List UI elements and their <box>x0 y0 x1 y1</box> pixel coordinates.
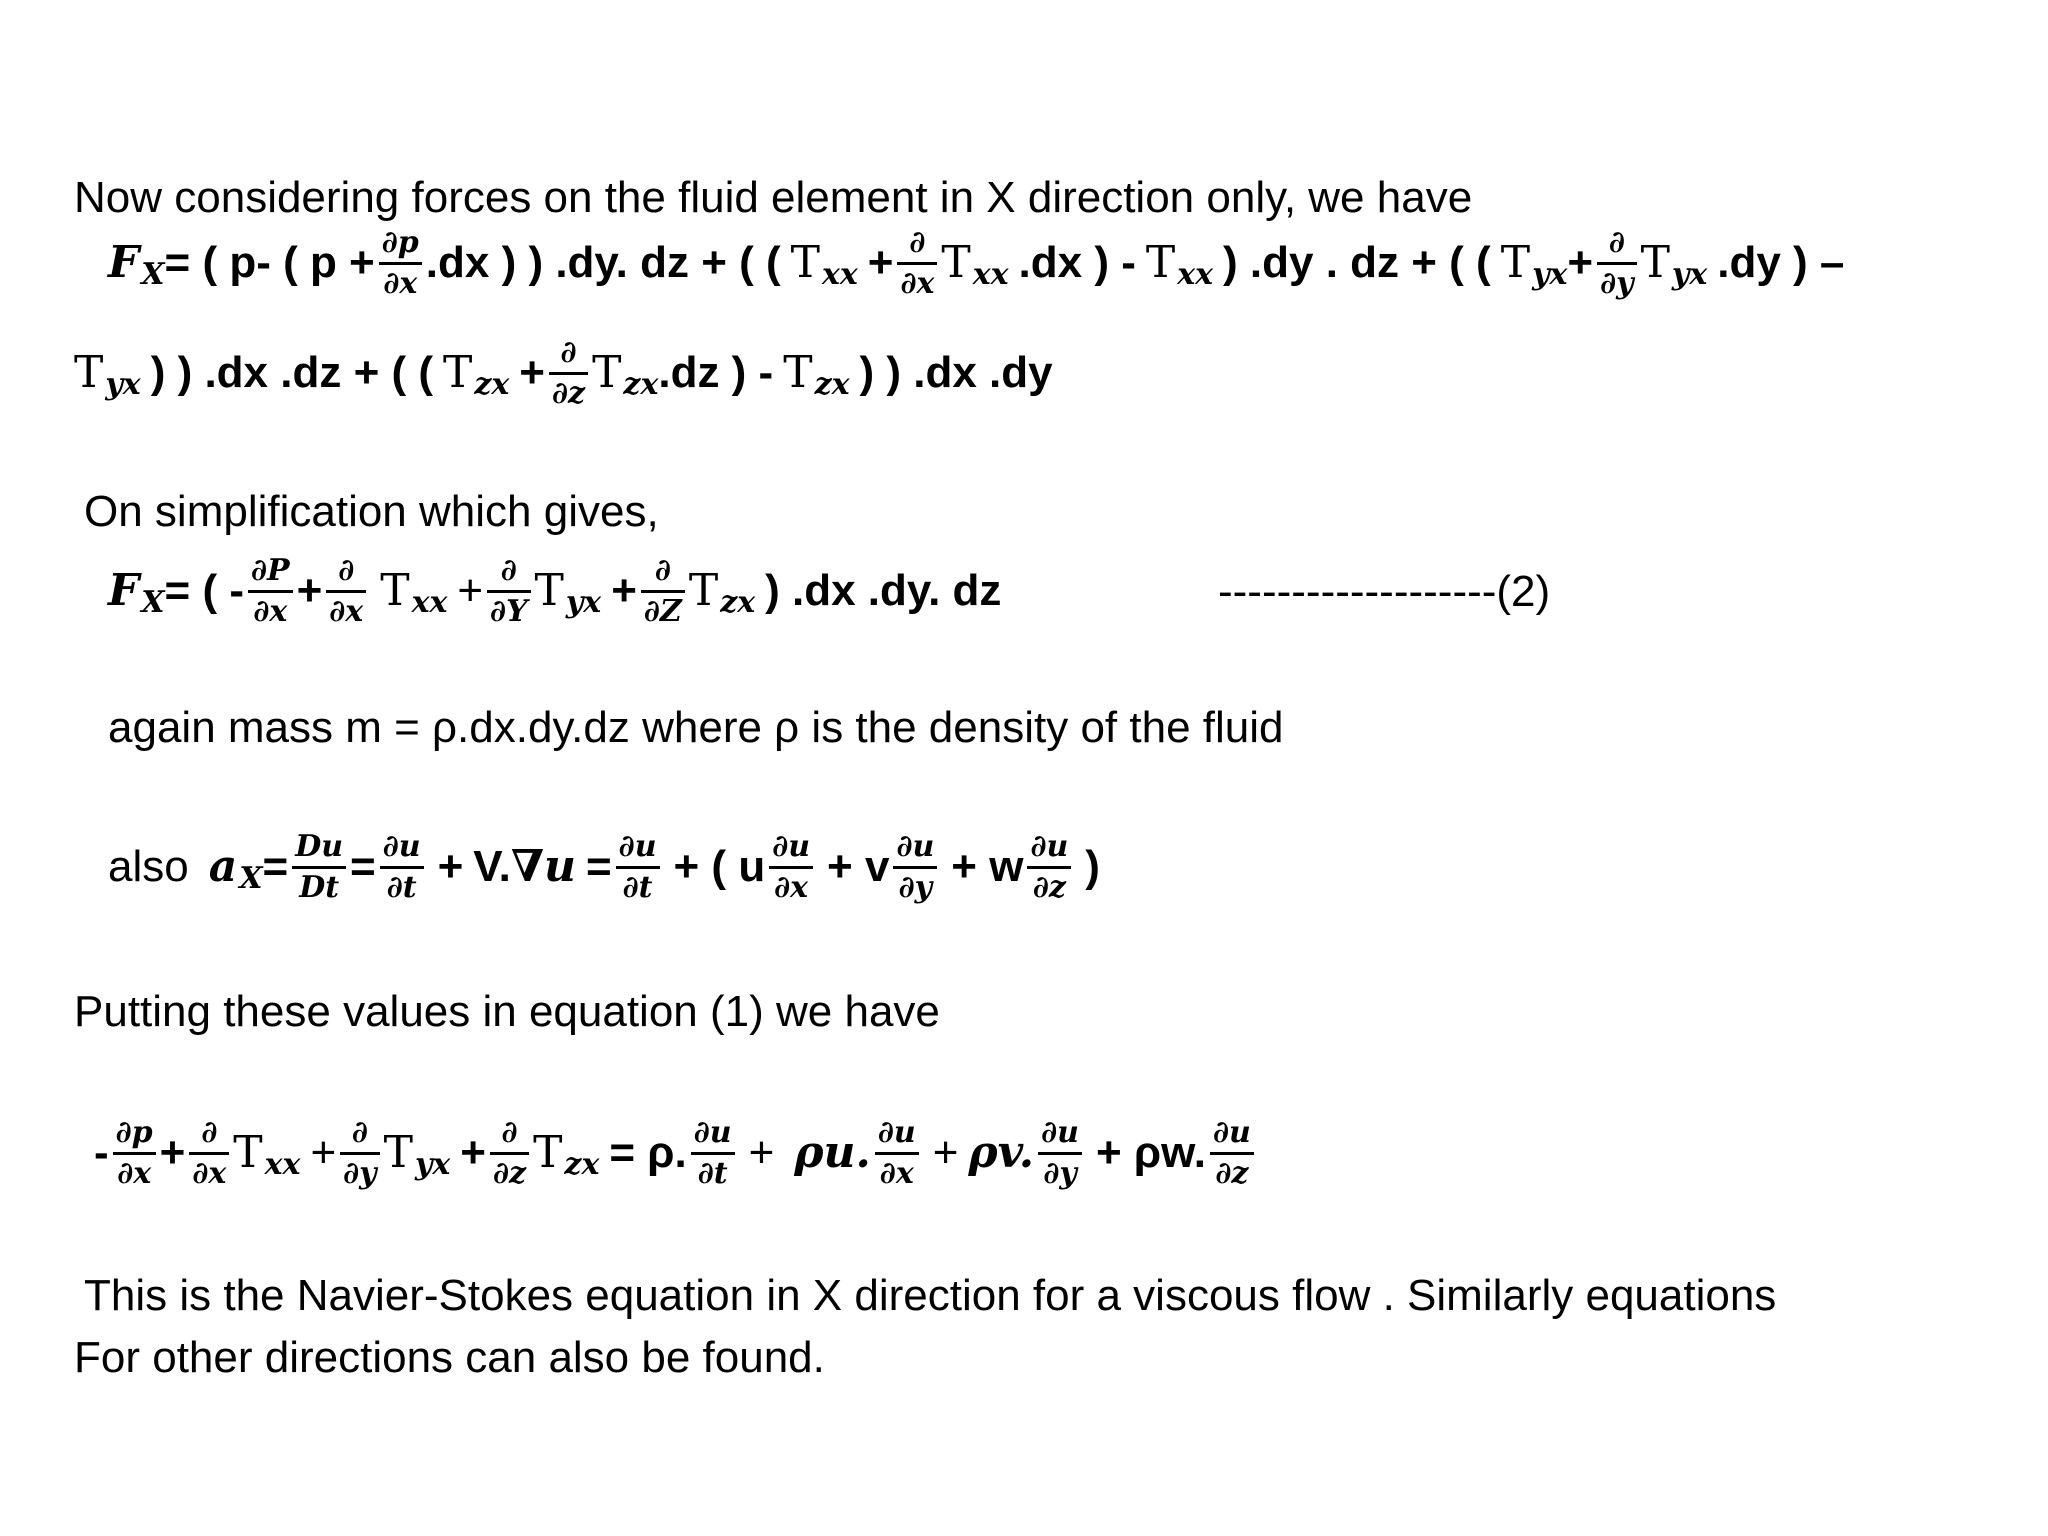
acceleration-equation: also a X = $\frac{Du}{Dt}$ = $\frac{\partial u}{\partial t}$ + V. ∇u = $\frac{\partial u}{\partial t}$ + ( u $\frac{\partial u}{\partial x}$ + v $\frac{\partial u}{\partial y}$ + w $\frac{\partial u}{\partial z}$ ) <box>108 829 1100 905</box>
fraction: $\frac{\partial u}{\partial z}$ <box>1210 1117 1254 1189</box>
fraction: $\frac{\partial}{\partial z}$ <box>549 337 588 409</box>
simplified-force-equation: F X = ( - $\frac{\partial P}{\partial x}$ + $\frac{\partial}{\partial x}$ Τ xx + $\frac{\partial}{\partial Y}$ Τ yx + $\frac{\partial}{\partial Z}$ Τ zx ) .dx .dy. dz <box>108 553 1002 629</box>
fraction: $\frac{\partial p}{\partial x}$ <box>113 1117 156 1189</box>
fraction: $\frac{\partial u}{\partial t}$ <box>380 831 424 903</box>
fraction: $\frac{\partial}{\partial y}$ <box>340 1117 379 1189</box>
fraction: $\frac{\partial}{\partial Y}$ <box>487 555 530 627</box>
fraction: $\frac{\partial}{\partial x}$ <box>326 555 366 627</box>
navier-stokes-x-equation: - $\frac{\partial p}{\partial x}$ + $\frac{\partial}{\partial x}$ Τ xx + $\frac{\partial}{\partial y}$ Τ yx + $\frac{\partial}{\partial z}$ Τ zx = ρ. $\frac{\partial u}{\partial t}$ + ρu. $\frac{\partial u}{\partial x}$ + ρv. $\frac{\partial u}{\partial y}$ + ρw. $\frac{\partial u}{\partial z}$ <box>94 1108 1258 1198</box>
equation-reference-2: -------------------(2) <box>1218 567 1551 616</box>
fraction: $\frac{\partial P}{\partial x}$ <box>248 555 293 627</box>
fraction: $\frac{\partial}{\partial x}$ <box>897 227 937 299</box>
fraction: $\frac{\partial u}{\partial t}$ <box>616 831 660 903</box>
fraction: $\frac{\partial p}{\partial x}$ <box>379 227 422 299</box>
force-equation-line-2: Τ yx ) ) .dx .dz + ( ( Τ zx + $\frac{\partial}{\partial z}$ Τ zx .dz ) - Τ zx ) ) .dx .dy <box>74 335 1053 411</box>
simplification-text: On simplification which gives, <box>84 487 659 536</box>
fraction: $\frac{\partial}{\partial y}$ <box>1597 227 1636 299</box>
fraction: $\frac{\partial u}{\partial t}$ <box>691 1117 735 1189</box>
fraction: $\frac{\partial u}{\partial y}$ <box>893 831 937 903</box>
fraction: $\frac{\partial u}{\partial z}$ <box>1027 831 1071 903</box>
mass-text: again mass m = ρ.dx.dy.dz where ρ is the density of the fluid <box>108 703 1284 752</box>
fraction: $\frac{\partial u}{\partial x}$ <box>875 1117 919 1189</box>
putting-text: Putting these values in equation (1) we have <box>74 987 940 1036</box>
force-equation-line-1: F X = ( p- ( p + $\frac{\partial p}{\partial x}$ .dx ) ) .dy. dz + ( ( Τ xx + $\frac{\partial}{\partial x}$ Τ xx .dx ) - Τ xx ) .dy . dz + ( ( Τ yx + $\frac{\partial}{\partial y}$ Τ yx .dy ) – <box>108 225 1845 301</box>
conclusion-text-line-1: This is the Navier-Stokes equation in X direction for a viscous flow . Similarly equations <box>84 1271 1777 1320</box>
fraction: $\frac{\partial}{\partial x}$ <box>189 1117 229 1189</box>
fraction: $\frac{\partial u}{\partial x}$ <box>769 831 813 903</box>
force-symbol: F <box>108 237 140 288</box>
fraction: $\frac{\partial}{\partial Z}$ <box>641 555 685 627</box>
fraction: $\frac{\partial u}{\partial y}$ <box>1038 1117 1082 1189</box>
conclusion-text-line-2: For other directions can also be found. <box>74 1333 825 1382</box>
intro-text: Now considering forces on the fluid element in X direction only, we have <box>74 173 1473 222</box>
fraction: $\frac{\partial}{\partial z}$ <box>490 1117 529 1189</box>
fraction: $\frac{Du}{Dt}$ <box>292 831 346 903</box>
